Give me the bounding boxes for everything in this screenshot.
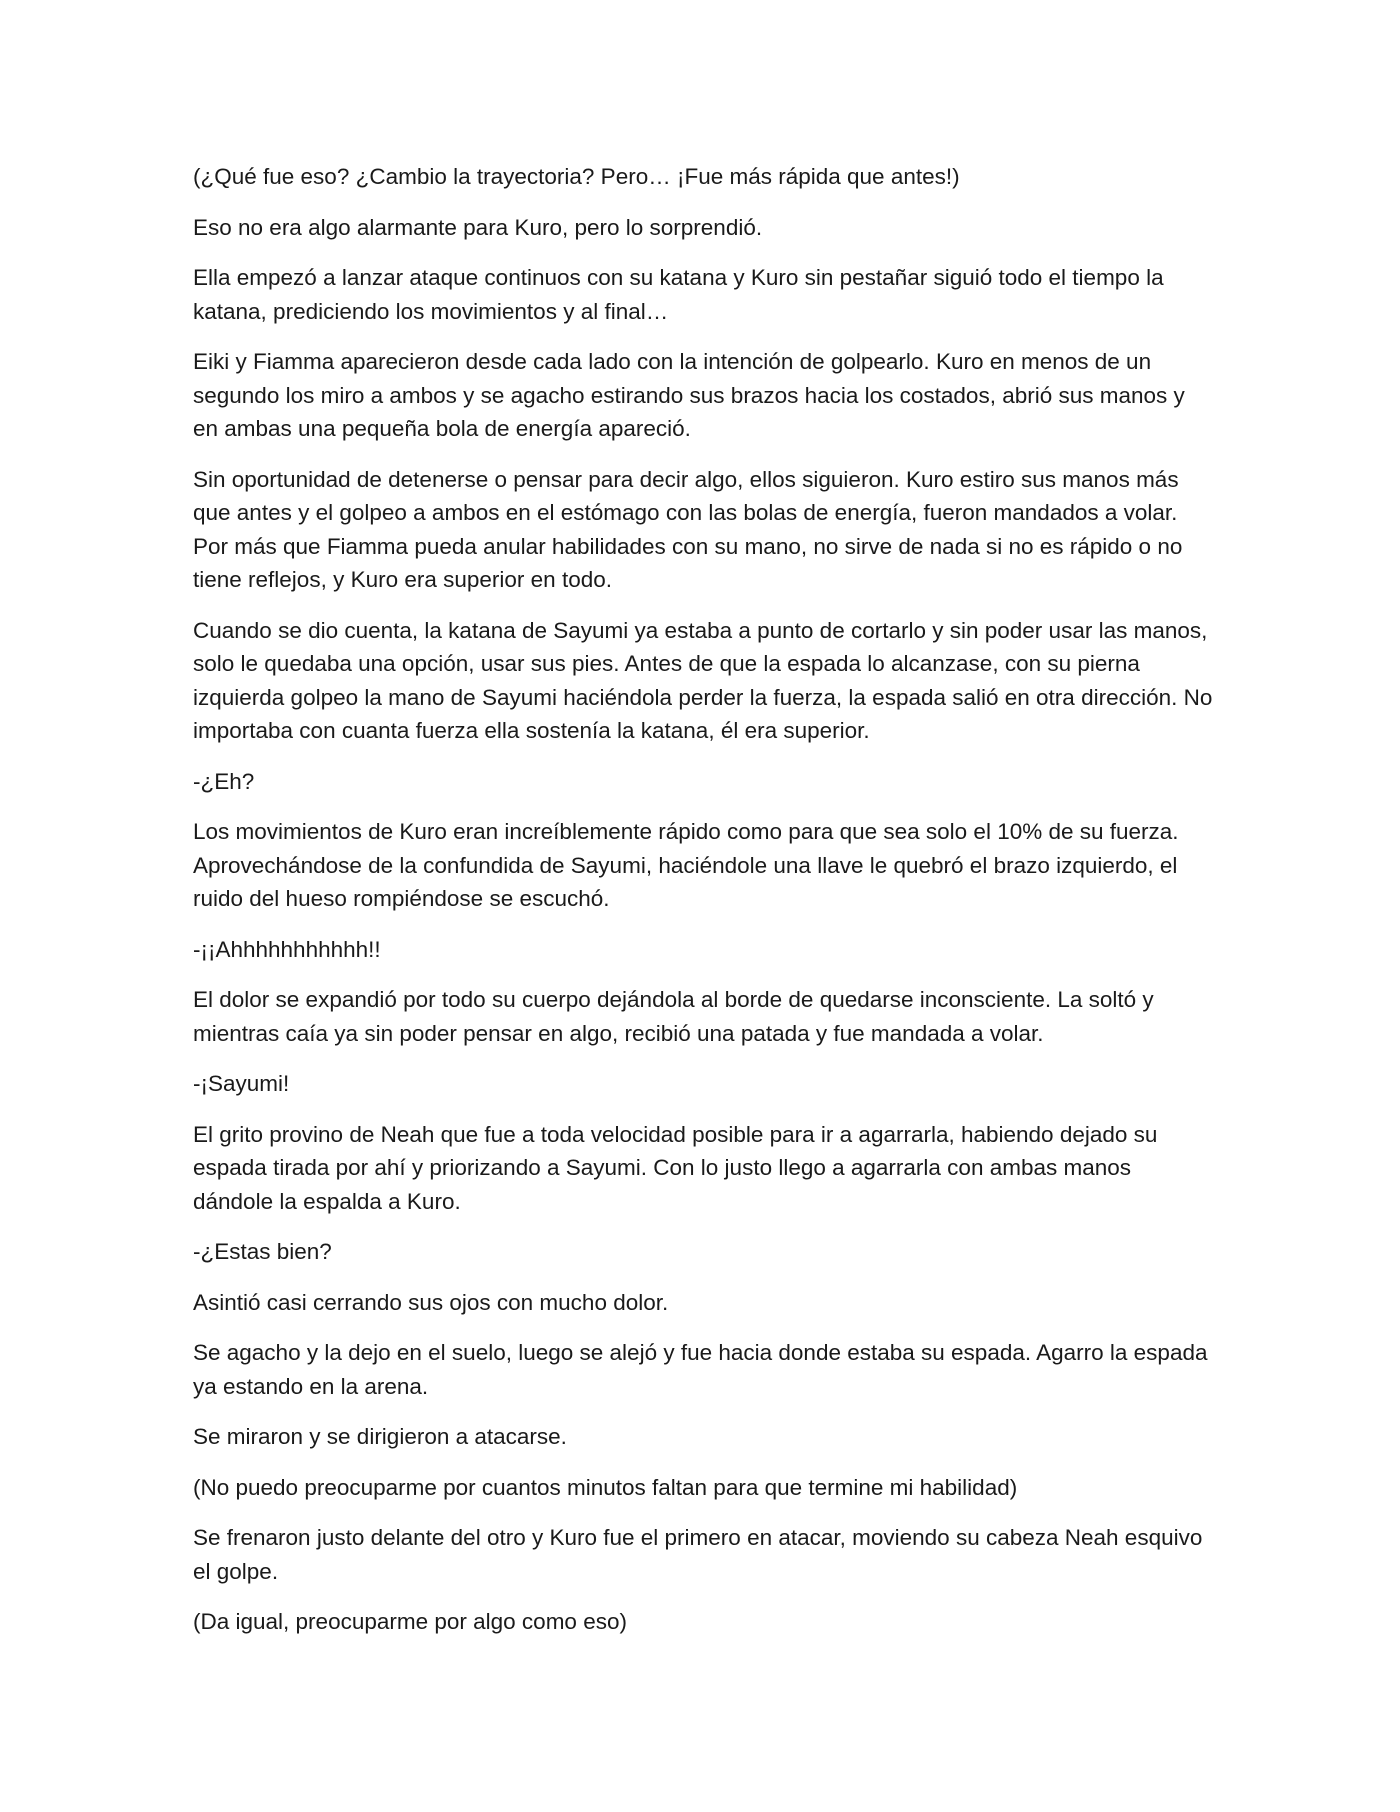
dialogue-line-1: -¿Eh? <box>193 768 255 794</box>
paragraph-5: Sin oportunidad de detenerse o pensar para decir algo, ellos siguieron. Kuro estiro sus manos más que antes y el golpeo a ambos en el estómago con las bolas de energía, fueron mandados a volar. Por más que Fiamma pueda anular habilidades con su mano, no sirve de nada si no es rápido o no tiene reflejos, y Kuro era superior en todo. <box>193 466 1183 592</box>
paragraph-7: Los movimientos de Kuro eran increíblemente rápido como para que sea solo el 10% de su fuerza. Aprovechándose de la confundida de Sayumi, haciéndole una llave le quebró el brazo izquierdo, el ruido del hueso rompiéndose se escuchó. <box>193 819 1179 911</box>
paragraph-9: El grito provino de Neah que fue a toda velocidad posible para ir a agarrarla, habiendo dejado su espada tirada por ahí y priorizando a Sayumi. Con lo justo llego a agarrarla con ambas manos dándole la espalda a Kuro. <box>193 1121 1158 1214</box>
paragraph-4: Eiki y Fiamma aparecieron desde cada lado con la intención de golpearlo. Kuro en menos de un segundo los miro a ambos y se agacho estirando sus brazos hacia los costados, abrió sus manos y en ambas una pequeña bola de energía apareció. <box>193 349 1185 441</box>
paragraph-13: Se frenaron justo delante del otro y Kuro fue el primero en atacar, moviendo su cabeza Neah esquivo el golpe. <box>193 1525 1203 1584</box>
dialogue-line-3: -¡Sayumi! <box>193 1071 290 1096</box>
paragraph-3: Ella empezó a lanzar ataque continuos con su katana y Kuro sin pestañar siguió todo el tiempo la katana, prediciendo los movimientos y al final… <box>193 265 1164 324</box>
document-page <box>193 160 1213 1656</box>
paragraph-2: Eso no era algo alarmante para Kuro, pero lo sorprendió. <box>193 214 763 240</box>
paragraph-8: El dolor se expandió por todo su cuerpo dejándola al borde de quedarse inconsciente. La soltó y mientras caía ya sin poder pensar en algo, recibió una patada y fue mandada a volar. <box>193 987 1154 1046</box>
paragraph-10: Asintió casi cerrando sus ojos con mucho dolor. <box>193 1289 669 1315</box>
thought-line-1: (No puedo preocuparme por cuantos minutos faltan para que termine mi habilidad) <box>193 1474 1018 1500</box>
thought-line-2: (Da igual, preocuparme por algo como eso) <box>193 1609 627 1634</box>
paragraph-11: Se agacho y la dejo en el suelo, luego se alejó y fue hacia donde estaba su espada. Agarro la espada ya estando en la arena. <box>193 1340 1208 1399</box>
paragraph-12: Se miraron y se dirigieron a atacarse. <box>193 1424 567 1449</box>
paragraph-1: (¿Qué fue eso? ¿Cambio la trayectoria? Pero… ¡Fue más rápida que antes!) <box>193 164 960 189</box>
paragraph-6: Cuando se dio cuenta, la katana de Sayumi ya estaba a punto de cortarlo y sin poder usar las manos, solo le quedaba una opción, usar sus pies. Antes de que la espada lo alcanzase, con su pierna izquierda golpeo la mano de Sayumi haciéndola perder la fuerza, la espada salió en otra dirección. No importaba con cuanta fuerza ella sostenía la katana, él era superior. <box>193 617 1213 743</box>
dialogue-line-4: -¿Estas bien? <box>193 1239 332 1264</box>
dialogue-line-2: -¡¡Ahhhhhhhhhhh!! <box>193 936 381 962</box>
